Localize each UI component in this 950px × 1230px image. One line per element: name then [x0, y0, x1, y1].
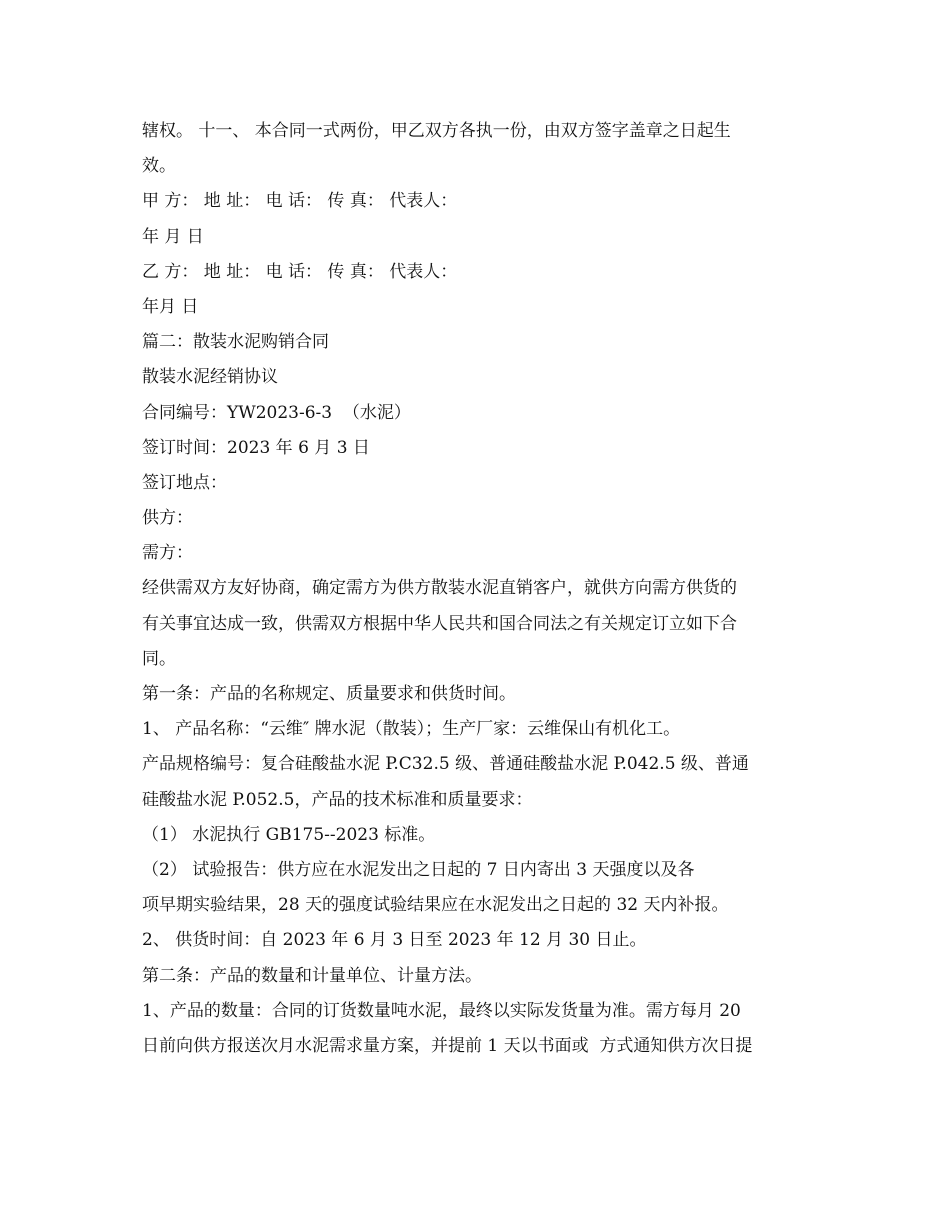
- text-line: 甲 方： 地 址： 电 话： 传 真： 代表人：: [142, 191, 458, 212]
- text-line: 2、 供货时间：自 2023 年 6 月 3 日至 2023 年 12 月 30 日止。: [142, 930, 647, 951]
- text-line: 年月 日: [142, 296, 199, 317]
- text-line: 产品规格编号：复合硅酸盐水泥 P.C32.5 级、普通硅酸盐水泥 P.042.5 级、普通: [142, 754, 749, 775]
- text-line: 辖权。 十一、 本合同一式两份，甲乙双方各执一份，由双方签字盖章之日起生: [142, 121, 731, 141]
- text-line: （2） 试验报告：供方应在水泥发出之日起的 7 日内寄出 3 天强度以及各: [142, 859, 695, 880]
- signing-date: 签订时间：2023 年 6 月 3 日: [142, 437, 370, 458]
- contract-title: 散装水泥经销协议: [142, 367, 278, 388]
- signing-place: 签订地点：: [142, 472, 227, 493]
- text-line: 经供需双方友好协商，确定需方为供方散装水泥直销客户，就供方向需方供货的: [142, 578, 737, 599]
- text-line: 同。: [142, 648, 176, 669]
- document-body: [142, 114, 812, 1064]
- text-line: （1） 水泥执行 GB175--2023 标准。: [142, 824, 436, 845]
- text-line: 硅酸盐水泥 P.052.5，产品的技术标准和质量要求：: [142, 789, 533, 810]
- article-heading: 第一条：产品的名称规定、质量要求和供货时间。: [142, 684, 516, 704]
- supplier-label: 供方：: [142, 508, 193, 529]
- buyer-label: 需方：: [142, 543, 193, 564]
- text-line: 乙 方： 地 址： 电 话： 传 真： 代表人：: [142, 261, 458, 282]
- text-line: 年 月 日: [142, 226, 204, 247]
- text-line: 效。: [142, 156, 176, 177]
- article-heading: 第二条：产品的数量和计量单位、计量方法。: [142, 965, 482, 986]
- text-line: 1、产品的数量：合同的订货数量吨水泥，最终以实际发货量为准。需方每月 20: [142, 1000, 741, 1021]
- contract-number: 合同编号：YW2023-6-3 （水泥）: [142, 402, 411, 423]
- text-line: 有关事宜达成一致，供需双方根据中华人民共和国合同法之有关规定订立如下合: [142, 613, 737, 634]
- text-line: 日前向供方报送次月水泥需求量方案，并提前 1 天以书面或 方式通知供方次日提: [142, 1035, 753, 1056]
- text-line: 1、 产品名称：“云维″ 牌水泥（散装）；生产厂家：云维保山有机化工。: [142, 719, 681, 740]
- section-title: 篇二：散装水泥购销合同: [142, 332, 329, 353]
- text-line: 项早期实验结果，28 天的强度试验结果应在水泥发出之日起的 32 天内补报。: [142, 895, 729, 916]
